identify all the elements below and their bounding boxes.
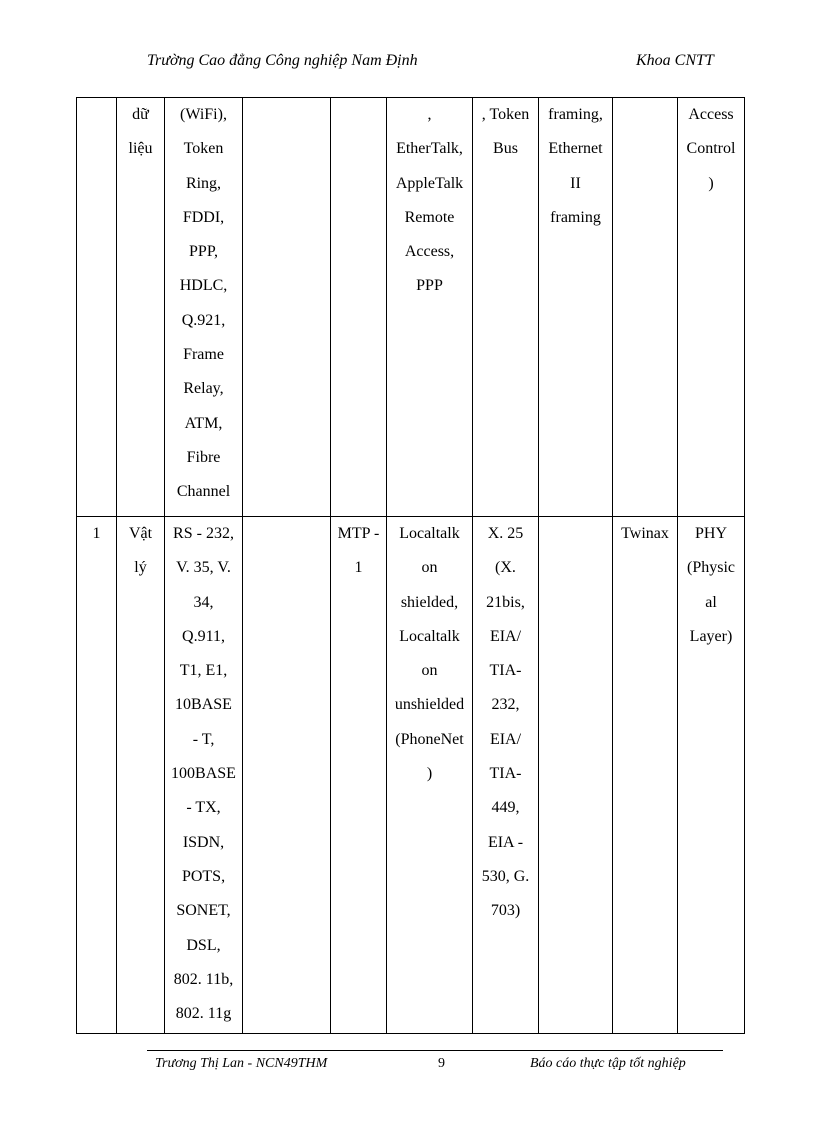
table-cell	[678, 517, 745, 1034]
cell-line: SONET,	[176, 902, 231, 920]
footer-author: Trương Thị Lan - NCN49THM	[155, 1056, 328, 1071]
cell-line: 703)	[490, 902, 521, 920]
cell-line: Localtalk	[399, 525, 460, 542]
table-cell	[77, 98, 117, 517]
table-cell	[473, 517, 539, 1034]
cell-line: Ring,	[185, 174, 222, 192]
table-cell	[613, 517, 678, 1034]
cell-line: Bus	[493, 140, 518, 158]
table-cell	[387, 98, 473, 517]
cell-line: Access	[688, 106, 734, 123]
table-cell	[243, 98, 331, 517]
cell-line: Relay,	[183, 380, 224, 398]
cell-line: Twinax	[621, 525, 669, 542]
cell-line: V. 35, V.	[176, 559, 231, 577]
table-cell	[331, 517, 387, 1034]
table-cell	[77, 517, 117, 1034]
cell-line: 232,	[491, 696, 520, 714]
cell-line: Token	[183, 140, 224, 158]
cell-line: EIA/	[489, 730, 522, 748]
cell-line: (WiFi),	[180, 106, 227, 123]
cell-line: T1, E1,	[179, 662, 228, 680]
cell-line: ,	[427, 106, 432, 123]
cell-line: ISDN,	[182, 833, 225, 851]
cell-line: Channel	[176, 483, 231, 501]
cell-line: EtherTalk,	[396, 140, 463, 158]
protocol-table	[76, 97, 745, 1034]
cell-line: Remote	[404, 208, 455, 226]
table-cell	[613, 98, 678, 517]
cell-line: 1	[354, 559, 363, 577]
cell-line: Control	[686, 140, 736, 158]
cell-line: Q.921,	[181, 311, 226, 329]
cell-line: on	[421, 559, 438, 577]
cell-line: PHY	[694, 525, 727, 542]
table-cell	[473, 98, 539, 517]
table-cell	[678, 98, 745, 517]
cell-line: TIA-	[489, 662, 522, 680]
cell-line: TIA-	[489, 765, 522, 783]
table-cell	[331, 98, 387, 517]
cell-line: liệu	[128, 140, 153, 158]
cell-line: 100BASE	[171, 765, 236, 783]
cell-line: (Physic	[687, 559, 735, 577]
cell-line: Fibre	[186, 448, 221, 466]
cell-line: PPP,	[189, 243, 218, 261]
cell-line: AppleTalk	[395, 174, 464, 192]
cell-line: EIA/	[489, 627, 522, 645]
cell-line: RS - 232,	[173, 525, 234, 542]
cell-line: 802. 11b,	[173, 970, 234, 988]
table-cell	[539, 517, 613, 1034]
cell-line: lý	[134, 559, 147, 577]
cell-line: 1	[92, 525, 101, 542]
cell-line: al	[705, 593, 717, 611]
cell-line: , Token	[481, 106, 530, 123]
cell-line: 10BASE	[175, 696, 232, 714]
cell-line: 802. 11g	[175, 1005, 232, 1023]
cell-line: framing	[550, 208, 601, 226]
cell-line: ATM,	[184, 414, 223, 432]
table-cell	[165, 517, 243, 1034]
table-cell	[165, 98, 243, 517]
cell-line: - TX,	[186, 799, 221, 817]
cell-line: dữ	[132, 106, 149, 123]
cell-line: Access,	[404, 243, 455, 261]
cell-line: 530, G.	[481, 867, 530, 885]
cell-line: FDDI,	[182, 208, 225, 226]
cell-line: Vật	[128, 525, 153, 542]
cell-line: - T,	[192, 730, 215, 748]
cell-line: Frame	[183, 346, 224, 364]
cell-line: (X.	[495, 559, 516, 577]
table-row	[77, 98, 745, 517]
footer-rule	[147, 1050, 723, 1051]
table-cell	[539, 98, 613, 517]
header-school: Trường Cao đẳng Công nghiệp Nam Định	[147, 52, 418, 69]
cell-line: HDLC,	[179, 277, 228, 295]
cell-line: X. 25	[487, 525, 524, 542]
cell-line: (PhoneNet	[395, 730, 464, 748]
cell-line: Ethernet	[548, 140, 603, 158]
cell-line: POTS,	[181, 867, 226, 885]
table-cell	[117, 98, 165, 517]
cell-line: II	[570, 174, 581, 192]
cell-line: shielded,	[400, 593, 459, 611]
table-cell	[117, 517, 165, 1034]
table-cell	[243, 517, 331, 1034]
cell-line: EIA -	[487, 833, 524, 851]
cell-line: PPP	[416, 277, 443, 295]
cell-line: 449,	[491, 799, 520, 817]
footer-title: Báo cáo thực tập tốt nghiệp	[530, 1056, 686, 1071]
cell-line: 21bis,	[486, 593, 525, 611]
cell-line: )	[708, 174, 714, 192]
page-number: 9	[438, 1056, 445, 1071]
table-row	[77, 517, 745, 1034]
cell-line: framing,	[548, 106, 603, 123]
cell-line: Q.911,	[182, 627, 225, 645]
table-cell	[387, 517, 473, 1034]
cell-line: Layer)	[689, 627, 733, 645]
cell-line: 34,	[193, 593, 214, 611]
cell-line: MTP -	[337, 525, 380, 542]
header-faculty: Khoa CNTT	[636, 52, 714, 69]
cell-line: on	[421, 662, 438, 680]
cell-line: unshielded	[394, 696, 465, 714]
cell-line: )	[426, 765, 433, 783]
cell-line: DSL,	[186, 936, 221, 954]
cell-line: Localtalk	[399, 627, 460, 645]
